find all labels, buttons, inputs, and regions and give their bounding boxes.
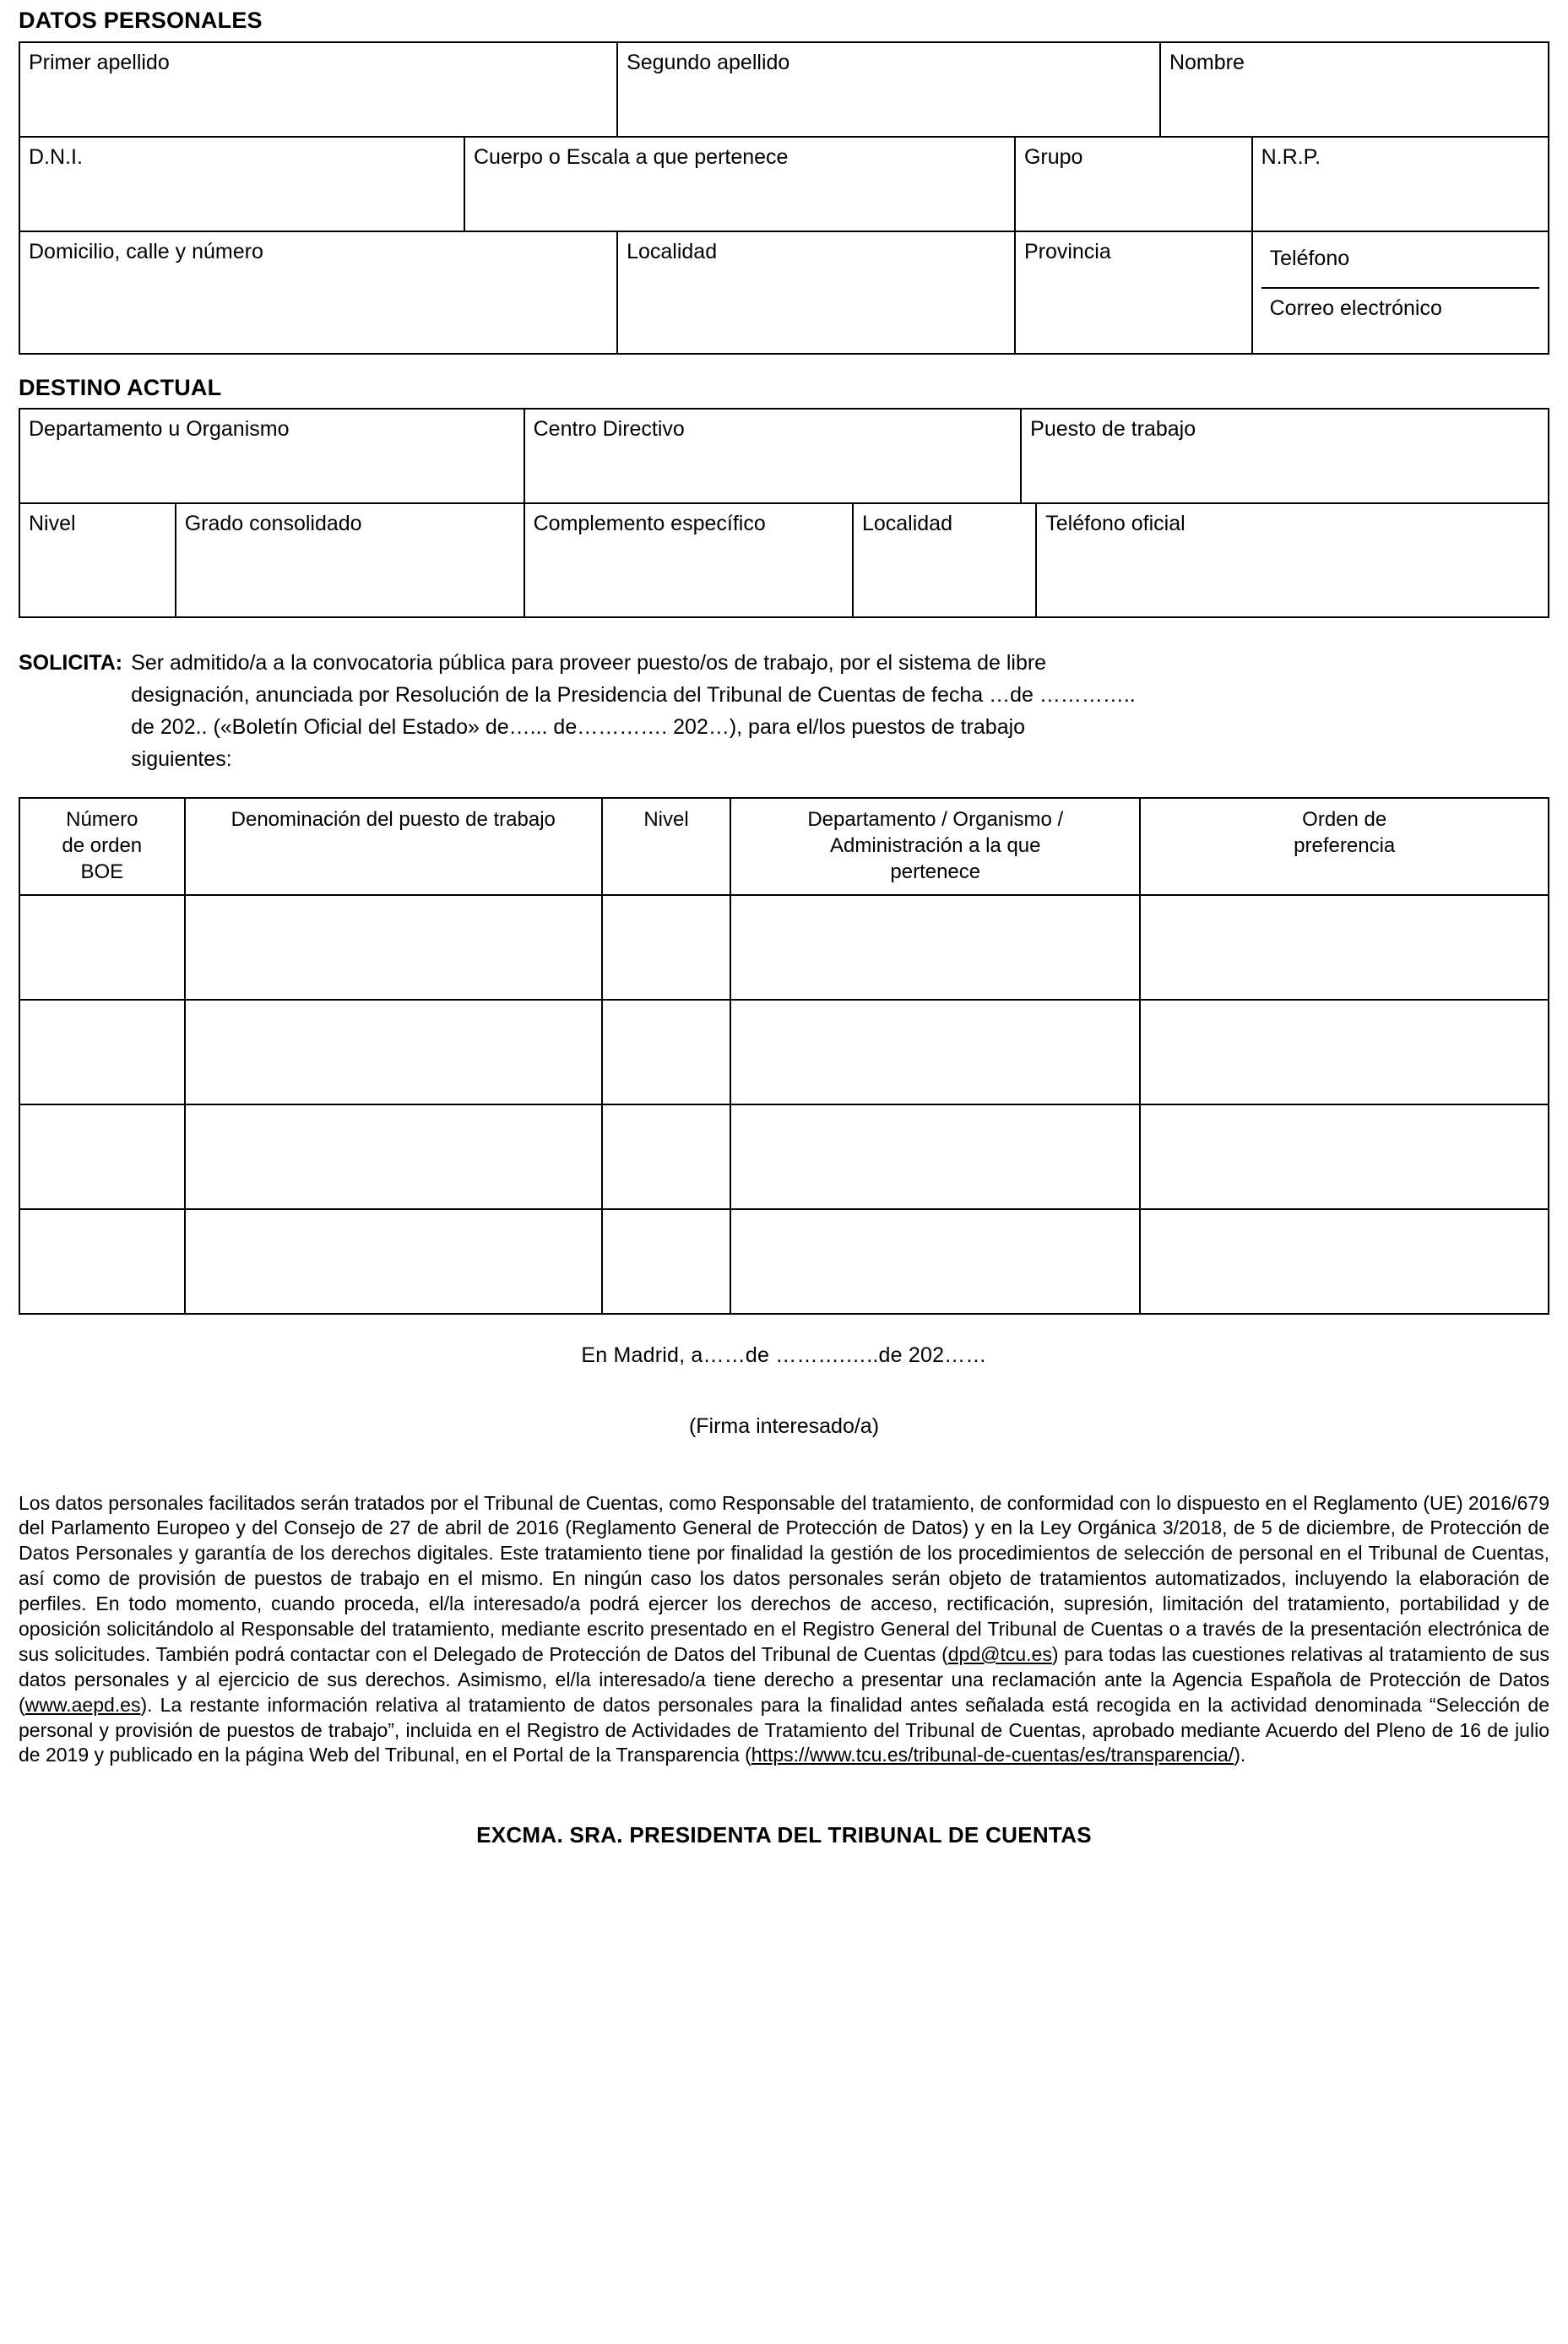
field-correo-electronico[interactable] <box>1261 289 1539 350</box>
cell-nivel[interactable] <box>602 895 730 1000</box>
field-label-grupo: Grupo <box>1023 144 1083 169</box>
header-line: Administración a la que <box>830 834 1041 858</box>
column-header-nivel <box>602 798 730 894</box>
portal-transparencia-link[interactable]: https://www.tcu.es/tribunal-de-cuentas/es/transparencia/ <box>751 1744 1234 1766</box>
cell-departamento[interactable] <box>730 1104 1140 1209</box>
field-dni[interactable] <box>19 137 464 231</box>
header-line: Número <box>66 808 138 832</box>
header-line: Orden de <box>1302 808 1387 832</box>
header-line: preferencia <box>1294 834 1396 858</box>
destinatario-line: EXCMA. SRA. PRESIDENTA DEL TRIBUNAL DE CUENTAS <box>476 1822 1092 1848</box>
field-label-domicilio: Domicilio, calle y número <box>29 239 263 263</box>
field-centro-directivo[interactable] <box>524 409 1022 503</box>
field-label-segundo-apellido: Segundo apellido <box>627 50 790 74</box>
field-label-provincia: Provincia <box>1023 239 1111 263</box>
field-segundo-apellido[interactable] <box>617 42 1160 137</box>
field-label-grado-consolidado: Grado consolidado <box>184 512 362 536</box>
header-line: Departamento / Organismo / <box>807 808 1064 832</box>
field-label-dni: D.N.I. <box>29 144 83 169</box>
column-header-orden-preferencia <box>1140 798 1549 894</box>
cell-orden-preferencia[interactable] <box>1140 1000 1549 1104</box>
header-line: de orden <box>62 834 143 858</box>
column-header-numero-orden-boe <box>19 798 185 894</box>
aviso-proteccion-datos <box>19 1491 1549 1769</box>
field-puesto-de-trabajo[interactable] <box>1021 409 1549 503</box>
cell-numero-orden[interactable] <box>19 1000 185 1104</box>
table-row <box>19 42 1549 137</box>
table-row <box>19 409 1549 503</box>
field-provincia[interactable] <box>1015 231 1252 354</box>
header-line: Denominación del puesto de trabajo <box>231 808 556 832</box>
field-contact-stack <box>1252 231 1549 354</box>
aviso-text-part-4: ). <box>1234 1744 1246 1766</box>
table-header-row <box>19 798 1549 894</box>
cell-denominacion[interactable] <box>185 1209 602 1314</box>
cell-denominacion[interactable] <box>185 1104 602 1209</box>
aepd-website-link[interactable]: www.aepd.es <box>24 1693 141 1716</box>
table-row <box>19 503 1549 617</box>
cell-orden-preferencia[interactable] <box>1140 895 1549 1000</box>
field-label-telefono-oficial: Teléfono oficial <box>1045 512 1185 536</box>
aviso-text-part-2: ) para todas las cuestiones relativas al tratamiento de sus datos personales y al ejercicio de sus derechos. Asimismo, el/la interesado/a tiene derecho a presentar una reclamación ante la Agencia Española de Protección de Datos ( <box>19 1642 1549 1716</box>
field-label-telefono: Teléfono <box>1269 246 1350 270</box>
solicita-line-2: designación, anunciada por Resolución de la Presidencia del Tribunal de Cuentas de fecha …de ………….. <box>131 683 1136 708</box>
solicita-label: SOLICITA: <box>19 651 123 676</box>
field-nivel[interactable] <box>19 503 176 617</box>
puestos-table-body <box>19 895 1549 1314</box>
cell-orden-preferencia[interactable] <box>1140 1104 1549 1209</box>
table-row <box>19 137 1549 231</box>
field-nrp[interactable] <box>1252 137 1549 231</box>
table-row <box>19 231 1549 354</box>
cell-denominacion[interactable] <box>185 895 602 1000</box>
field-label-localidad-destino: Localidad <box>861 512 952 536</box>
section-heading-destino-actual: DESTINO ACTUAL <box>19 374 222 400</box>
field-cuerpo-escala[interactable] <box>464 137 1015 231</box>
field-grupo[interactable] <box>1015 137 1252 231</box>
field-label-cuerpo-escala: Cuerpo o Escala a que pertenece <box>473 144 789 169</box>
cell-nivel[interactable] <box>602 1209 730 1314</box>
field-label-puesto-de-trabajo: Puesto de trabajo <box>1030 417 1196 442</box>
column-header-denominacion-puesto <box>185 798 602 894</box>
solicita-line-4: siguientes: <box>131 747 232 772</box>
header-line: Nivel <box>643 808 689 832</box>
cell-departamento[interactable] <box>730 1000 1140 1104</box>
field-primer-apellido[interactable] <box>19 42 617 137</box>
dpd-email-link[interactable]: dpd@tcu.es <box>947 1642 1052 1665</box>
field-grado-consolidado[interactable] <box>176 503 524 617</box>
field-domicilio[interactable] <box>19 231 617 354</box>
field-departamento-organismo[interactable] <box>19 409 524 503</box>
field-complemento-especifico[interactable] <box>524 503 853 617</box>
cell-nivel[interactable] <box>602 1000 730 1104</box>
field-label-centro-directivo: Centro Directivo <box>533 417 685 442</box>
section-heading-datos-personales: DATOS PERSONALES <box>19 8 263 33</box>
field-label-departamento-organismo: Departamento u Organismo <box>29 417 290 442</box>
cell-orden-preferencia[interactable] <box>1140 1209 1549 1314</box>
fecha-lugar-line: En Madrid, a……de ……….…..de 202…… <box>581 1343 987 1367</box>
field-label-primer-apellido: Primer apellido <box>29 50 170 74</box>
field-telefono-oficial[interactable] <box>1036 503 1549 617</box>
firma-interesado-label: (Firma interesado/a) <box>688 1413 880 1438</box>
field-label-complemento-especifico: Complemento específico <box>533 512 766 536</box>
header-line: pertenece <box>890 860 981 883</box>
aviso-text-part-1: Los datos personales facilitados serán tratados por el Tribunal de Cuentas, como Responsable del tratamiento, de conformidad con lo dispuesto en el Reglamento (UE) 2016/679 del Parlamento Europeo y del Consejo de 27 de abril de 2016 (Reglamento General de Protección de Datos) y en la Ley Orgánica 3/2018, de 5 de diciembre, de Protección de Datos Personales y garantía de los derechos digitales. Este tratamiento tiene por finalidad la gestión de los procedimientos de selección de personal en el Tribunal de Cuentas, así como de provisión de puestos de trabajo en el mismo. En ningún caso los datos personales serán objeto de tratamientos automatizados, incluyendo la elaboración de perfiles. En todo momento, cuando proceda, el/la interesado/a podrá ejercer los derechos de acceso, rectificación, supresión, limitación del tratamiento, portabilidad y de oposición solicitándolo al Responsable del tratamiento, mediante escrito presentado en el Registro General del Tribunal de Cuentas o a través de la presentación electrónica de sus solicitudes. También podrá contactar con el Delegado de Protección de Datos del Tribunal de Cuentas ( <box>19 1491 1549 1665</box>
cell-denominacion[interactable] <box>185 1000 602 1104</box>
field-label-nivel: Nivel <box>29 512 76 536</box>
header-line: BOE <box>80 860 124 883</box>
field-label-correo-electronico: Correo electrónico <box>1269 296 1442 320</box>
cell-numero-orden[interactable] <box>19 895 185 1000</box>
field-label-nrp: N.R.P. <box>1261 144 1321 169</box>
cell-numero-orden[interactable] <box>19 1104 185 1209</box>
solicita-line-1: Ser admitido/a a la convocatoria pública para proveer puesto/os de trabajo, por el sistema de libre <box>131 651 1047 676</box>
table-row <box>19 1209 1549 1314</box>
solicita-body <box>131 647 1549 775</box>
solicita-block <box>19 647 1549 775</box>
field-telefono[interactable] <box>1261 239 1539 289</box>
field-label-localidad: Localidad <box>627 239 718 263</box>
destino-actual-table <box>19 408 1549 618</box>
table-row <box>19 895 1549 1000</box>
datos-personales-table <box>19 41 1549 355</box>
cell-nivel[interactable] <box>602 1104 730 1209</box>
puestos-solicitados-table <box>19 797 1549 1314</box>
field-localidad[interactable] <box>617 231 1015 354</box>
solicita-line-3: de 202.. («Boletín Oficial del Estado» de…... de…………. 202…), para el/los puestos de trabajo <box>131 715 1026 740</box>
aviso-text-part-3: ). La restante información relativa al tratamiento de datos personales para la finalidad antes señalada está recogida en la actividad denominada “Selección de personal y provisión de puestos de trabajo”, incluida en el Registro de Actividades de Tratamiento del Tribunal de Cuentas, aprobado mediante Acuerdo del Pleno de 16 de julio de 2019 y publicado en la página Web del Tribunal, en el Portal de la Transparencia ( <box>19 1693 1549 1766</box>
table-row <box>19 1000 1549 1104</box>
cell-departamento[interactable] <box>730 895 1140 1000</box>
field-nombre[interactable] <box>1160 42 1549 137</box>
cell-departamento[interactable] <box>730 1209 1140 1314</box>
field-localidad-destino[interactable] <box>853 503 1036 617</box>
column-header-departamento-organismo <box>730 798 1140 894</box>
table-row <box>19 1104 1549 1209</box>
field-label-nombre: Nombre <box>1169 50 1245 74</box>
cell-numero-orden[interactable] <box>19 1209 185 1314</box>
